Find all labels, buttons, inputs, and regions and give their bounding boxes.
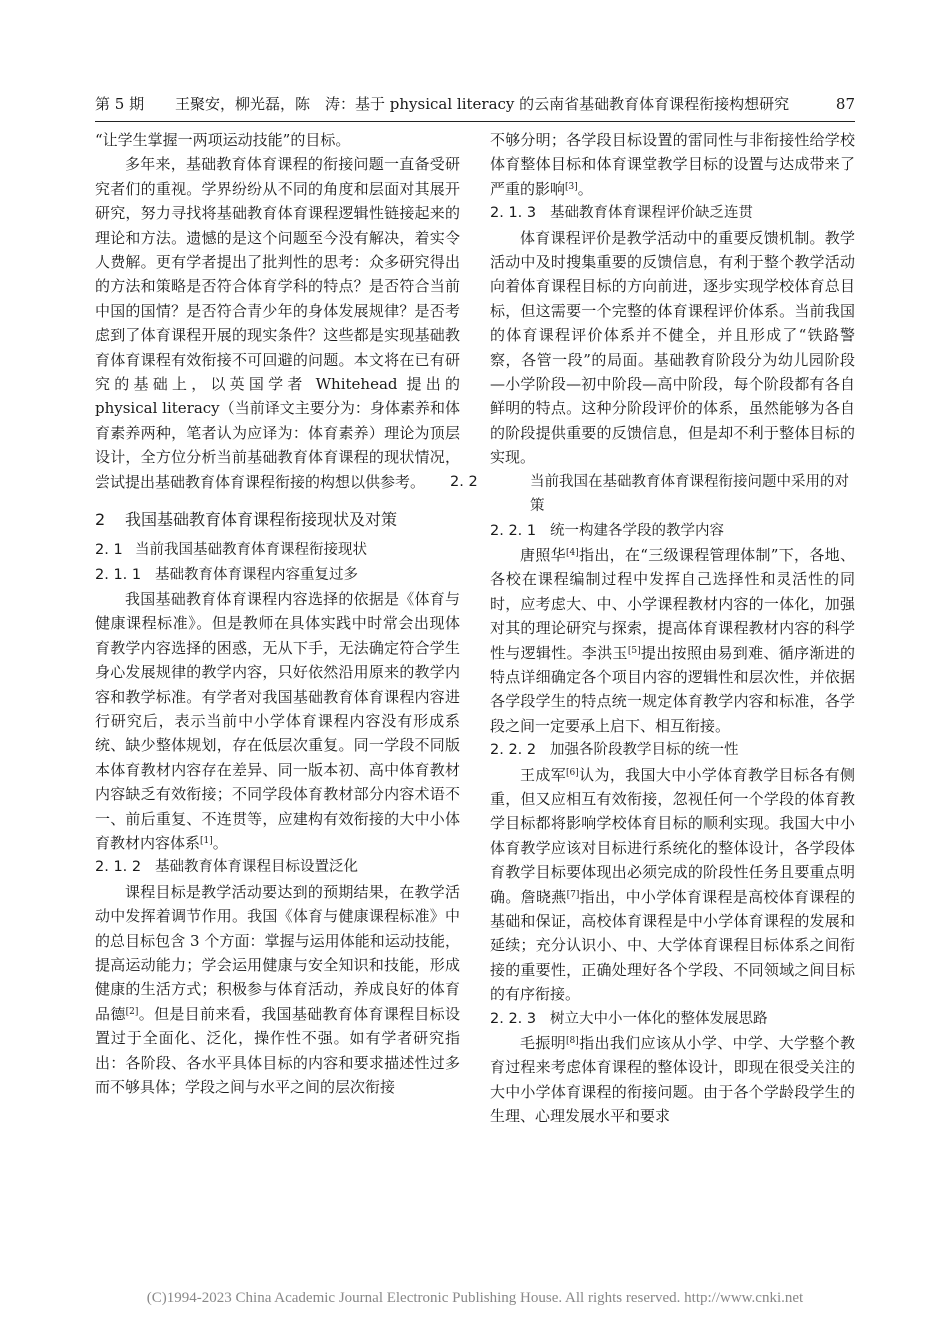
- subsubsection-number: 2. 2. 3: [490, 1010, 537, 1027]
- paragraph-text: 认为，我国大中小学体育教学目标各有侧重，但又应相互有效衔接，忽视任何一个学段的体育教学目标都将影响学校体育目标的顺利实现。我国大中小体育教学应该对目标进行系统化的整体设计，各学段体育教学目标要体现出必须完成的阶段性任务且要重点明确。詹晓燕: [490, 765, 855, 906]
- paragraph: [490, 763, 855, 1007]
- section-heading: [95, 508, 460, 532]
- subsection-heading: [95, 538, 460, 562]
- subsubsection-number: 2. 2. 2: [490, 742, 537, 759]
- subsubsection-number: 2. 1. 3: [490, 205, 537, 222]
- running-header: [95, 92, 855, 116]
- paragraph-text: 。: [212, 833, 228, 852]
- paragraph-text: 。但是目前来看，我国基础教育体育课程目标设置过于全面化、泛化，操作性不强。如有学者研究指出：各阶段、各水平具体目标的内容和要求描述性过多而不够具体；学段之间与水平之间的层次衔接: [95, 1004, 460, 1097]
- subsubsection-number: 2. 1. 1: [95, 566, 142, 583]
- subsubsection-title: 基础教育体育课程目标设置泛化: [155, 859, 358, 876]
- subsubsection-heading: [490, 738, 855, 762]
- subsubsection-title: 基础教育体育课程内容重复过多: [155, 566, 358, 583]
- paragraph-text: 指出，在“三级课程管理体制”下，各地、各校在课程编制过程中发挥自己选择性和灵活性的同时，应考虑大、中、小学课程教材内容的一体化，加强对其的理论研究与探索，提高体育课程教材内容的科学性与逻辑性。李洪玉: [490, 545, 855, 662]
- paragraph-text: 唐照华: [520, 545, 566, 564]
- subsection-title: 当前我国基础教育体育课程衔接现状: [135, 542, 367, 559]
- subsubsection-heading: [490, 519, 855, 543]
- paragraph-text: 我国基础教育体育课程内容选择的依据是《体育与健康课程标准》。但是教师在具体实践中时常会出现体育教学内容选择的困惑，无从下手，无法确定符合学生身心发展规律的教学内容，只好依然沿用原来的教学内容和教学标准。有学者对我国基础教育体育课程内容进行研究后，表示当前中小学体育课程内容没有形成系统、缺少整体规划，存在低层次重复。同一学段不同版本体育教材内容存在差异、同一版本初、高中体育教材内容缺乏有效衔接；不同学段体育教材部分内容术语不一、前后重复、不连贯等，应建构有效衔接的大中小体育教材内容体系: [95, 589, 460, 852]
- paragraph-text: 不够分明；各学段目标设置的雷同性与非衔接性给学校体育整体目标和体育课堂教学目标的设置与达成带来了严重的影响: [490, 131, 855, 198]
- citation-ref: [6]: [566, 767, 579, 778]
- subsubsection-number: 2. 1. 2: [95, 859, 142, 876]
- subsubsection-heading: [95, 855, 460, 879]
- paragraph-text: 课程目标是教学活动要达到的预期结果，在教学活动中发挥着调节作用。我国《体育与健康课程标准》中的总目标包含 3 个方面：掌握与运用体能和运动技能，提高运动能力；学会运用健康与安全知识和技能，形成健康的生活方式；积极参与体育活动，养成良好的体育品德: [95, 882, 460, 1023]
- right-column: [450, 128, 855, 1129]
- paragraph-text: 指出我们应该从小学、中学、大学整个教育过程来考虑体育课程的整体设计，即现在很受关注的大中小学体育课程的衔接问题。由于各个学龄段学生的生理、心理发展水平和要求: [490, 1034, 855, 1126]
- paragraph-text: 王成军: [520, 765, 567, 784]
- citation-ref: [8]: [566, 1036, 579, 1047]
- paragraph: [95, 880, 460, 1100]
- paragraph: 体育课程评价是教学活动中的重要反馈机制。教学活动中及时搜集重要的反馈信息，有利于整个教学活动向着体育课程目标的方向前进，逐步实现学校体育总目标，但这需要一个完整的体育课程评价体系。当前我国的体育课程评价体系并不健全，并且形成了“铁路警察，各管一段”的局面。基础教育阶段分为幼儿园阶段—小学阶段—初中阶段—高中阶段，每个阶段都有各自鲜明的特点。这种分阶段评价的体系，虽然能够为各自的阶段提供重要的反馈信息，但是却不利于整体目标的实现。: [490, 228, 855, 467]
- paragraph: 多年来，基础教育体育课程的衔接问题一直备受研究者们的重视。学界纷纷从不同的角度和层面对其展开研究，努力寻找将基础教育体育课程逻辑性链接起来的理论和方法。遗憾的是这个问题至今没有解决，着实令人费解。更有学者提出了批判性的思考：众多研究得出的方法和策略是否符合体育学科的特点？是否符合当前中国的国情？是否符合青少年的身体发展规律？是否考虑到了体育课程开展的现实条件？这些都是实现基础教育体育课程有效衔接不可回避的问题。本文将在已有研究的基础上，以英国学者 Whitehead 提出的 physical literacy（当前译文主要分为：身体素养和体育素养两种，笔者认为应译为：体育素养）理论为顶层设计，全方位分析当前基础教育体育课程的现状情况，尝试提出基础教育体育课程衔接的构想以供参考。: [95, 155, 460, 491]
- paragraph-text: 指出，中小学体育课程是高校体育课程的基础和保证，高校体育课程是中小学体育课程的发展和延续；充分认识小、中、大学体育课程目标体系之间衔接的重要性，正确处理好各个学段、不同领域之间目标的有序衔接。: [490, 887, 855, 1004]
- paragraph: [490, 1031, 855, 1129]
- subsubsection-heading: [95, 563, 460, 587]
- copyright-footer: (C)1994-2023 China Academic Journal Electronic Publishing House. All rights reserved. http://www.cnki.net: [146, 1290, 804, 1306]
- citation-ref: [5]: [627, 645, 641, 656]
- paragraph-text: 提出按照由易到难、循序渐进的特点详细确定各个项目内容的逻辑性和层次性，并依据各学段学生的特点统一规定体育教学内容和标准，各学段之间一定要承上启下、相互衔接。: [490, 643, 855, 735]
- subsubsection-title: 树立大中小一体化的整体发展思路: [550, 1010, 768, 1027]
- paragraph-text: 。: [577, 179, 593, 198]
- subsubsection-title: 加强各阶段教学目标的统一性: [550, 742, 739, 759]
- header-rule: [95, 121, 855, 122]
- subsection-number: 2. 2: [450, 473, 478, 490]
- citation-ref: [7]: [566, 889, 580, 900]
- page-number: 87: [835, 95, 855, 113]
- citation-ref: [4]: [565, 547, 579, 558]
- running-title: 王聚安，柳光磊，陈 涛：基于 physical literacy 的云南省基础教育体育课程衔接构想研究: [175, 95, 790, 113]
- subsubsection-number: 2. 2. 1: [490, 522, 537, 539]
- subsection-title: 当前我国在基础教育体育课程衔接问题中采用的对策: [530, 473, 849, 515]
- citation-ref: [1]: [200, 835, 213, 846]
- subsubsection-title: 统一构建各学段的教学内容: [550, 522, 724, 539]
- paragraph: [490, 128, 855, 201]
- section-title: 我国基础教育体育课程衔接现状及对策: [125, 510, 398, 530]
- subsection-number: 2. 1: [95, 542, 123, 559]
- subsection-heading: [450, 470, 855, 519]
- paragraph-text: 毛振明: [520, 1034, 567, 1053]
- left-column: [95, 128, 460, 1099]
- section-number: 2: [95, 510, 106, 530]
- subsubsection-heading: [490, 201, 855, 225]
- paragraph: “让学生掌握一两项运动技能”的目标。: [95, 131, 351, 149]
- citation-ref: [3]: [565, 181, 578, 192]
- subsubsection-heading: [490, 1007, 855, 1031]
- subsubsection-title: 基础教育体育课程评价缺乏连贯: [550, 205, 753, 222]
- paragraph: [490, 543, 855, 738]
- issue-number: 第 5 期: [95, 95, 145, 113]
- paragraph: [95, 587, 460, 855]
- citation-ref: [2]: [125, 1006, 139, 1017]
